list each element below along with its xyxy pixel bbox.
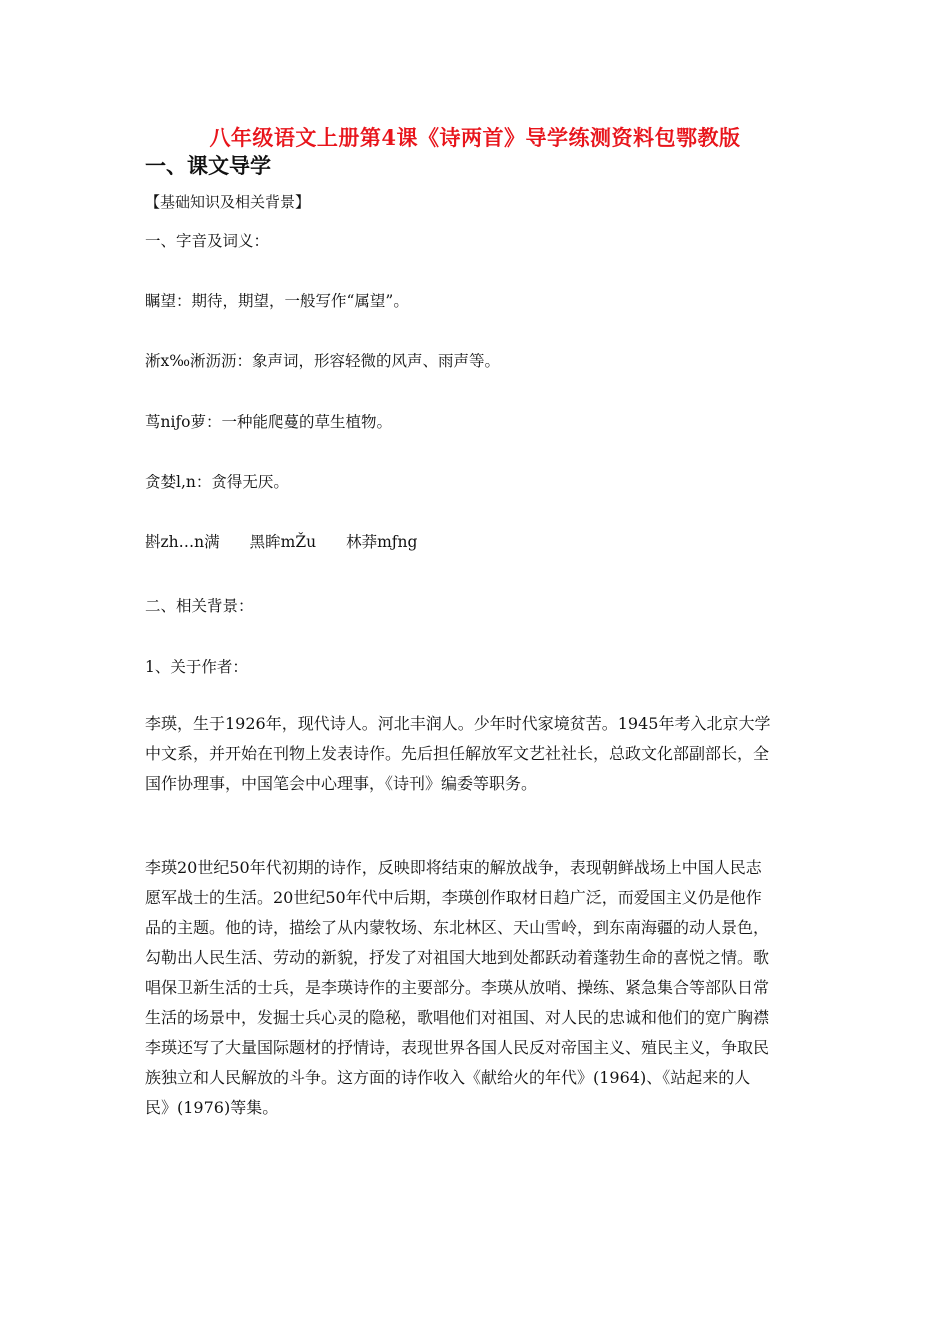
subheading: 【基础知识及相关背景】	[145, 193, 311, 211]
document-title: 八年级语文上册第4课《诗两首》导学练测资料包鄂教版	[209, 125, 741, 150]
vocab-item: 淅x‰淅沥沥：象声词，形容轻微的风声、雨声等。	[145, 352, 501, 370]
paragraph-line: 愿军战士的生活。20世纪50年代中后期，李瑛创作取材日趋广泛，而爱国主义仍是他作	[145, 888, 762, 907]
paragraph-line: 唱保卫新生活的士兵，是李瑛诗作的主要部分。李瑛从放哨、操练、紧急集合等部队日常	[145, 978, 770, 997]
about-author-heading: 1、关于作者：	[145, 658, 248, 676]
paragraph-line: 中文系，并开始在刊物上发表诗作。先后担任解放军文艺社社长，总政文化部副部长，全	[145, 744, 770, 763]
part2-heading: 二、相关背景：	[145, 597, 254, 615]
paragraph-line: 品的主题。他的诗，描绘了从内蒙牧场、东北林区、天山雪岭，到东南海疆的动人景色，	[145, 918, 770, 937]
paragraph-line: 李瑛还写了大量国际题材的抒情诗，表现世界各国人民反对帝国主义、殖民主义，争取民	[145, 1038, 770, 1057]
paragraph-line: 李瑛20世纪50年代初期的诗作，反映即将结束的解放战争，表现朝鲜战场上中国人民志	[145, 858, 762, 877]
vocab-row-item: 黑眸mŽu	[249, 533, 317, 551]
paragraph-line: 民》(1976)等集。	[145, 1098, 279, 1117]
vocab-row-item: 林莽mƒng	[346, 533, 418, 551]
vocab-row	[145, 530, 417, 552]
author-paragraph-2	[145, 853, 810, 1123]
paragraph-line: 勾勒出人民生活、劳动的新貌，抒发了对祖国大地到处都跃动着蓬勃生命的喜悦之情。歌	[145, 948, 770, 967]
section-heading: 一、课文导学	[145, 153, 271, 178]
vocab-item: 瞩望：期待，期望，一般写作“属望”。	[145, 292, 409, 310]
paragraph-line: 李瑛，生于1926年，现代诗人。河北丰润人。少年时代家境贫苦。1945年考入北京大学	[145, 714, 771, 733]
paragraph-line: 族独立和人民解放的斗争。这方面的诗作收入《献给火的年代》(1964)、《站起来的人	[145, 1068, 751, 1087]
paragraph-line: 国作协理事，中国笔会中心理事，《诗刊》编委等职务。	[145, 774, 538, 793]
vocab-item: 贪婪l,n：贪得无厌。	[145, 473, 289, 491]
author-paragraph-1	[145, 709, 810, 799]
vocab-row-item: 斟zh…n满	[145, 533, 220, 551]
paragraph-line: 生活的场景中，发掘士兵心灵的隐秘，歌唱他们对祖国、对人民的忠诚和他们的宽广胸襟	[145, 1008, 770, 1027]
vocab-item: 茑niƒo萝：一种能爬蔓的草生植物。	[145, 413, 393, 431]
part1-heading: 一、字音及词义：	[145, 232, 270, 250]
